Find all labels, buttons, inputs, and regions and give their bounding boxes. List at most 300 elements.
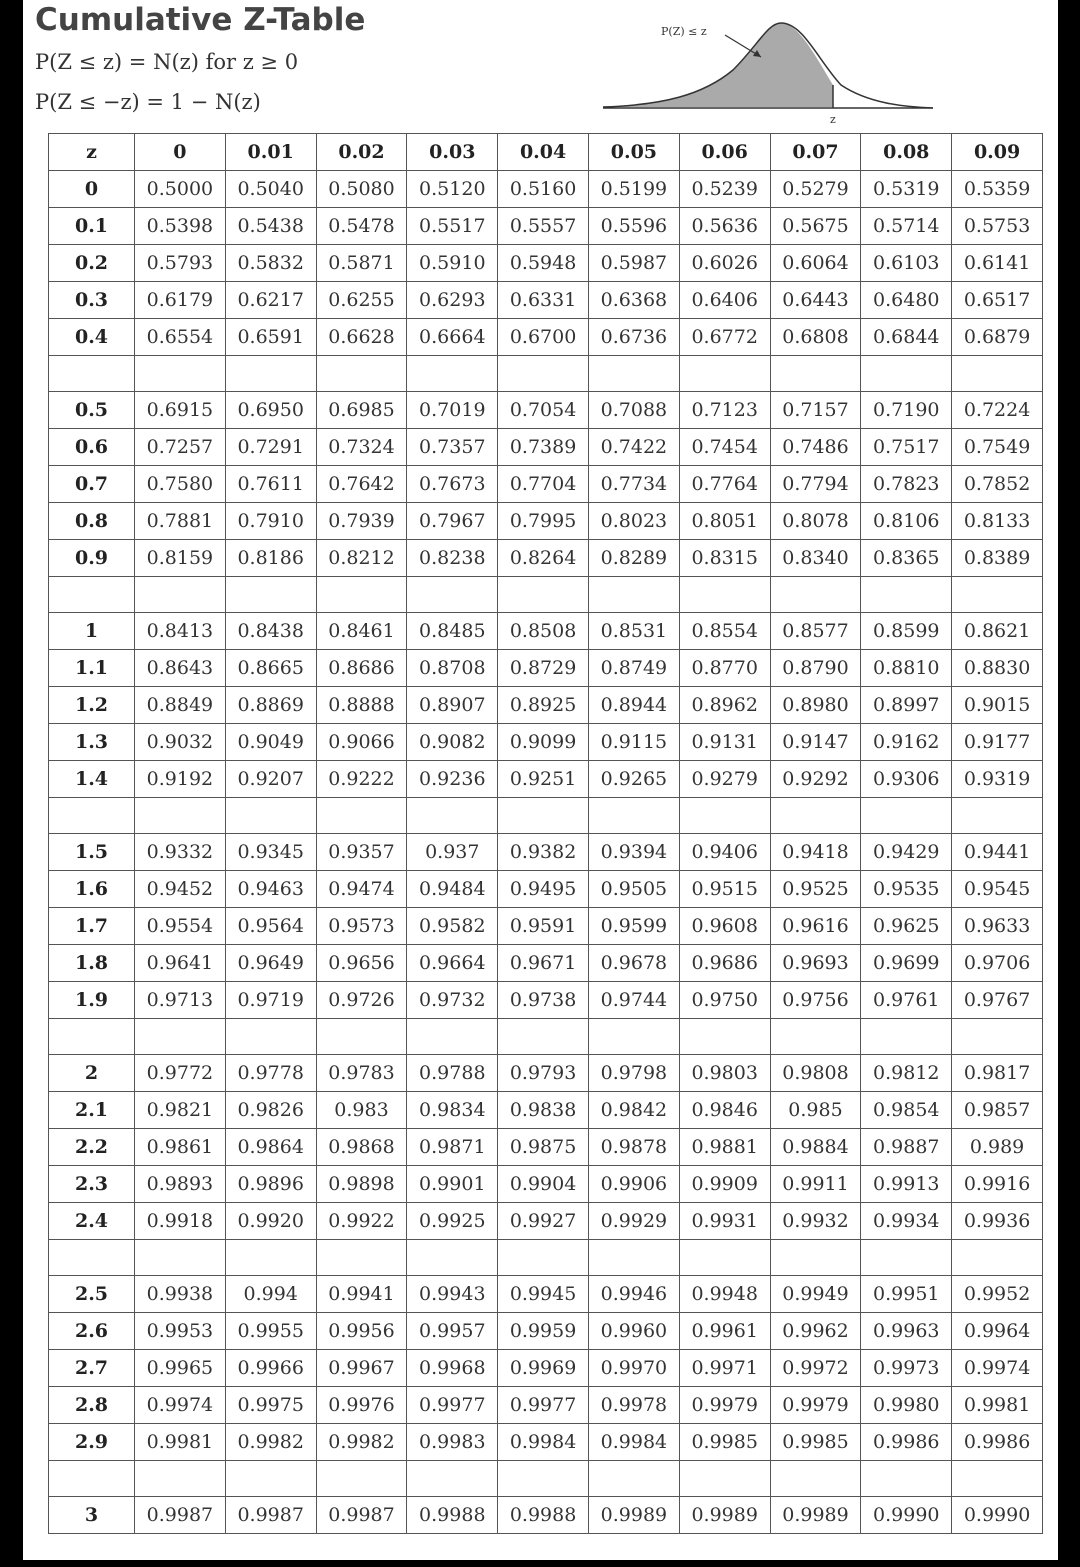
probability-cell: 0.8749 [588, 650, 679, 687]
probability-cell: 0.9115 [588, 724, 679, 761]
probability-cell: 0.7704 [498, 466, 589, 503]
spacer-row [49, 1461, 1043, 1497]
z-value-cell: 1.8 [49, 945, 135, 982]
probability-cell: 0.9744 [588, 982, 679, 1019]
page-title: Cumulative Z-Table [35, 2, 366, 38]
column-header-z: z [49, 134, 135, 171]
spacer-cell [49, 798, 135, 834]
probability-cell: 0.9909 [679, 1166, 770, 1203]
probability-cell: 0.9177 [952, 724, 1043, 761]
probability-cell: 0.9750 [679, 982, 770, 1019]
probability-cell: 0.9938 [135, 1276, 226, 1313]
spacer-cell [407, 798, 498, 834]
probability-cell: 0.8830 [952, 650, 1043, 687]
probability-cell: 0.7939 [316, 503, 407, 540]
probability-cell: 0.9953 [135, 1313, 226, 1350]
probability-cell: 0.7967 [407, 503, 498, 540]
probability-cell: 0.5040 [225, 171, 316, 208]
probability-cell: 0.9834 [407, 1092, 498, 1129]
z-value-cell: 2.8 [49, 1387, 135, 1424]
probability-cell: 0.9896 [225, 1166, 316, 1203]
spacer-cell [316, 356, 407, 392]
probability-cell: 0.9452 [135, 871, 226, 908]
probability-cell: 0.9664 [407, 945, 498, 982]
probability-cell: 0.8264 [498, 540, 589, 577]
spacer-cell [225, 1240, 316, 1276]
probability-cell: 0.9973 [861, 1350, 952, 1387]
z-value-cell: 1.1 [49, 650, 135, 687]
spacer-cell [225, 577, 316, 613]
probability-cell: 0.9987 [316, 1497, 407, 1534]
table-row [49, 208, 1043, 245]
probability-cell: 0.7764 [679, 466, 770, 503]
probability-cell: 0.5398 [135, 208, 226, 245]
spacer-cell [770, 577, 861, 613]
probability-cell: 0.9582 [407, 908, 498, 945]
spacer-cell [770, 1019, 861, 1055]
probability-cell: 0.9931 [679, 1203, 770, 1240]
probability-cell: 0.6664 [407, 319, 498, 356]
table-row [49, 650, 1043, 687]
probability-cell: 0.9803 [679, 1055, 770, 1092]
probability-cell: 0.9878 [588, 1129, 679, 1166]
probability-cell: 0.9984 [588, 1424, 679, 1461]
probability-cell: 0.9936 [952, 1203, 1043, 1240]
z-value-cell: 2.6 [49, 1313, 135, 1350]
probability-cell: 0.9826 [225, 1092, 316, 1129]
probability-cell: 0.9906 [588, 1166, 679, 1203]
probability-cell: 0.9591 [498, 908, 589, 945]
probability-cell: 0.7823 [861, 466, 952, 503]
probability-cell: 0.6736 [588, 319, 679, 356]
spacer-row [49, 1019, 1043, 1055]
probability-cell: 0.6808 [770, 319, 861, 356]
probability-cell: 0.9943 [407, 1276, 498, 1313]
column-header: 0.04 [498, 134, 589, 171]
spacer-cell [770, 1240, 861, 1276]
probability-cell: 0.9131 [679, 724, 770, 761]
probability-cell: 0.9671 [498, 945, 589, 982]
probability-cell: 0.9406 [679, 834, 770, 871]
probability-cell: 0.9951 [861, 1276, 952, 1313]
spacer-cell [135, 1019, 226, 1055]
probability-cell: 0.7852 [952, 466, 1043, 503]
probability-cell: 0.5359 [952, 171, 1043, 208]
table-row [49, 392, 1043, 429]
column-header: 0 [135, 134, 226, 171]
probability-cell: 0.8106 [861, 503, 952, 540]
probability-cell: 0.9868 [316, 1129, 407, 1166]
probability-cell: 0.6406 [679, 282, 770, 319]
probability-cell: 0.8907 [407, 687, 498, 724]
probability-cell: 0.8997 [861, 687, 952, 724]
z-value-cell: 0 [49, 171, 135, 208]
probability-cell: 0.9871 [407, 1129, 498, 1166]
z-value-cell: 0.9 [49, 540, 135, 577]
probability-cell: 0.7734 [588, 466, 679, 503]
table-row [49, 687, 1043, 724]
probability-cell: 0.5557 [498, 208, 589, 245]
probability-cell: 0.9985 [679, 1424, 770, 1461]
table-row [49, 1350, 1043, 1387]
table-row [49, 466, 1043, 503]
probability-cell: 0.9857 [952, 1092, 1043, 1129]
spacer-cell [952, 1461, 1043, 1497]
probability-cell: 0.7517 [861, 429, 952, 466]
spacer-cell [407, 1461, 498, 1497]
probability-cell: 0.9418 [770, 834, 861, 871]
probability-cell: 0.7910 [225, 503, 316, 540]
probability-cell: 0.8770 [679, 650, 770, 687]
spacer-cell [49, 1461, 135, 1497]
probability-cell: 0.7642 [316, 466, 407, 503]
probability-cell: 0.9535 [861, 871, 952, 908]
spacer-cell [861, 356, 952, 392]
probability-cell: 0.5636 [679, 208, 770, 245]
column-header: 0.08 [861, 134, 952, 171]
z-table [48, 133, 1043, 1534]
spacer-row [49, 798, 1043, 834]
spacer-cell [225, 1019, 316, 1055]
probability-cell: 0.5080 [316, 171, 407, 208]
probability-cell: 0.9981 [952, 1387, 1043, 1424]
spacer-cell [498, 1019, 589, 1055]
probability-cell: 0.9861 [135, 1129, 226, 1166]
table-row [49, 319, 1043, 356]
probability-cell: 0.9236 [407, 761, 498, 798]
probability-cell: 0.9925 [407, 1203, 498, 1240]
probability-cell: 0.5000 [135, 171, 226, 208]
probability-cell: 0.8869 [225, 687, 316, 724]
probability-cell: 0.7881 [135, 503, 226, 540]
probability-cell: 0.9649 [225, 945, 316, 982]
table-row [49, 245, 1043, 282]
probability-cell: 0.9713 [135, 982, 226, 1019]
probability-cell: 0.9990 [952, 1497, 1043, 1534]
probability-cell: 0.8925 [498, 687, 589, 724]
probability-cell: 0.8962 [679, 687, 770, 724]
probability-cell: 0.9162 [861, 724, 952, 761]
table-row [49, 871, 1043, 908]
probability-cell: 0.9099 [498, 724, 589, 761]
probability-cell: 0.8485 [407, 613, 498, 650]
spacer-cell [135, 1461, 226, 1497]
spacer-cell [861, 1019, 952, 1055]
probability-cell: 0.9978 [588, 1387, 679, 1424]
probability-cell: 0.994 [225, 1276, 316, 1313]
probability-cell: 0.9986 [861, 1424, 952, 1461]
probability-cell: 0.8023 [588, 503, 679, 540]
probability-cell: 0.9616 [770, 908, 861, 945]
probability-cell: 0.9887 [861, 1129, 952, 1166]
probability-cell: 0.8508 [498, 613, 589, 650]
probability-cell: 0.9982 [225, 1424, 316, 1461]
spacer-cell [135, 798, 226, 834]
probability-cell: 0.5279 [770, 171, 861, 208]
probability-cell: 0.9948 [679, 1276, 770, 1313]
spacer-cell [861, 1461, 952, 1497]
probability-cell: 0.9842 [588, 1092, 679, 1129]
z-value-cell: 2.1 [49, 1092, 135, 1129]
probability-cell: 0.9985 [770, 1424, 861, 1461]
probability-cell: 0.9961 [679, 1313, 770, 1350]
probability-cell: 0.9525 [770, 871, 861, 908]
spacer-cell [49, 577, 135, 613]
z-value-cell: 0.1 [49, 208, 135, 245]
spacer-cell [770, 356, 861, 392]
probability-cell: 0.8643 [135, 650, 226, 687]
probability-cell: 0.9265 [588, 761, 679, 798]
spacer-cell [225, 798, 316, 834]
table-row [49, 282, 1043, 319]
probability-cell: 0.6368 [588, 282, 679, 319]
probability-cell: 0.6591 [225, 319, 316, 356]
probability-cell: 0.7224 [952, 392, 1043, 429]
probability-cell: 0.9916 [952, 1166, 1043, 1203]
spacer-cell [952, 1019, 1043, 1055]
probability-cell: 0.9941 [316, 1276, 407, 1313]
probability-cell: 0.7357 [407, 429, 498, 466]
probability-cell: 0.9988 [407, 1497, 498, 1534]
probability-cell: 0.9968 [407, 1350, 498, 1387]
spacer-row [49, 356, 1043, 392]
probability-cell: 0.9719 [225, 982, 316, 1019]
probability-cell: 0.5987 [588, 245, 679, 282]
probability-cell: 0.9761 [861, 982, 952, 1019]
probability-cell: 0.9986 [952, 1424, 1043, 1461]
z-value-cell: 3 [49, 1497, 135, 1534]
z-value-cell: 2.9 [49, 1424, 135, 1461]
probability-cell: 0.9441 [952, 834, 1043, 871]
probability-cell: 0.9988 [498, 1497, 589, 1534]
probability-cell: 0.9976 [316, 1387, 407, 1424]
table-row [49, 540, 1043, 577]
probability-cell: 0.8438 [225, 613, 316, 650]
table-row [49, 1166, 1043, 1203]
probability-cell: 0.9222 [316, 761, 407, 798]
probability-cell: 0.6950 [225, 392, 316, 429]
probability-cell: 0.9798 [588, 1055, 679, 1092]
table-row [49, 834, 1043, 871]
spacer-cell [498, 798, 589, 834]
probability-cell: 0.6844 [861, 319, 952, 356]
probability-cell: 0.8621 [952, 613, 1043, 650]
probability-cell: 0.9463 [225, 871, 316, 908]
spacer-cell [588, 577, 679, 613]
probability-cell: 0.937 [407, 834, 498, 871]
probability-cell: 0.9959 [498, 1313, 589, 1350]
probability-cell: 0.9989 [770, 1497, 861, 1534]
probability-cell: 0.9864 [225, 1129, 316, 1166]
probability-cell: 0.6985 [316, 392, 407, 429]
curve-label: P(Z) ≤ z [661, 25, 707, 38]
probability-cell: 0.7794 [770, 466, 861, 503]
probability-cell: 0.9732 [407, 982, 498, 1019]
shaded-area [603, 23, 833, 107]
probability-cell: 0.5753 [952, 208, 1043, 245]
probability-cell: 0.6915 [135, 392, 226, 429]
probability-cell: 0.9980 [861, 1387, 952, 1424]
probability-cell: 0.9345 [225, 834, 316, 871]
probability-cell: 0.9484 [407, 871, 498, 908]
probability-cell: 0.9974 [135, 1387, 226, 1424]
z-value-cell: 0.3 [49, 282, 135, 319]
probability-cell: 0.8159 [135, 540, 226, 577]
probability-cell: 0.5714 [861, 208, 952, 245]
probability-cell: 0.9192 [135, 761, 226, 798]
probability-cell: 0.9949 [770, 1276, 861, 1313]
spacer-cell [407, 577, 498, 613]
probability-cell: 0.9545 [952, 871, 1043, 908]
probability-cell: 0.8888 [316, 687, 407, 724]
probability-cell: 0.9904 [498, 1166, 589, 1203]
probability-cell: 0.9911 [770, 1166, 861, 1203]
probability-cell: 0.9977 [498, 1387, 589, 1424]
probability-cell: 0.9251 [498, 761, 589, 798]
probability-cell: 0.9975 [225, 1387, 316, 1424]
probability-cell: 0.6141 [952, 245, 1043, 282]
z-axis-label: z [830, 113, 836, 126]
spacer-cell [225, 1461, 316, 1497]
probability-cell: 0.7324 [316, 429, 407, 466]
probability-cell: 0.8531 [588, 613, 679, 650]
probability-cell: 0.9699 [861, 945, 952, 982]
probability-cell: 0.6517 [952, 282, 1043, 319]
probability-cell: 0.8078 [770, 503, 861, 540]
probability-cell: 0.9756 [770, 982, 861, 1019]
probability-cell: 0.9357 [316, 834, 407, 871]
probability-cell: 0.9854 [861, 1092, 952, 1129]
table-row [49, 1497, 1043, 1534]
spacer-cell [225, 356, 316, 392]
spacer-row [49, 577, 1043, 613]
probability-cell: 0.8340 [770, 540, 861, 577]
probability-cell: 0.9955 [225, 1313, 316, 1350]
probability-cell: 0.9474 [316, 871, 407, 908]
probability-cell: 0.5160 [498, 171, 589, 208]
probability-cell: 0.5478 [316, 208, 407, 245]
probability-cell: 0.9049 [225, 724, 316, 761]
probability-cell: 0.9972 [770, 1350, 861, 1387]
probability-cell: 0.9964 [952, 1313, 1043, 1350]
probability-cell: 0.5871 [316, 245, 407, 282]
column-header: 0.09 [952, 134, 1043, 171]
spacer-cell [952, 798, 1043, 834]
probability-cell: 0.8554 [679, 613, 770, 650]
probability-cell: 0.5596 [588, 208, 679, 245]
probability-cell: 0.8810 [861, 650, 952, 687]
probability-cell: 0.9838 [498, 1092, 589, 1129]
spacer-cell [498, 577, 589, 613]
z-value-cell: 1.5 [49, 834, 135, 871]
probability-cell: 0.9573 [316, 908, 407, 945]
z-value-cell: 2 [49, 1055, 135, 1092]
probability-cell: 0.9979 [770, 1387, 861, 1424]
probability-cell: 0.9945 [498, 1276, 589, 1313]
probability-cell: 0.9292 [770, 761, 861, 798]
probability-cell: 0.9554 [135, 908, 226, 945]
probability-cell: 0.9932 [770, 1203, 861, 1240]
column-header: 0.07 [770, 134, 861, 171]
probability-cell: 0.9983 [407, 1424, 498, 1461]
probability-cell: 0.6700 [498, 319, 589, 356]
probability-cell: 0.9495 [498, 871, 589, 908]
probability-cell: 0.8461 [316, 613, 407, 650]
probability-cell: 0.5199 [588, 171, 679, 208]
spacer-cell [316, 798, 407, 834]
probability-cell: 0.9987 [135, 1497, 226, 1534]
probability-cell: 0.8599 [861, 613, 952, 650]
spacer-cell [679, 356, 770, 392]
probability-cell: 0.9793 [498, 1055, 589, 1092]
probability-cell: 0.7995 [498, 503, 589, 540]
table-row [49, 429, 1043, 466]
probability-cell: 0.9920 [225, 1203, 316, 1240]
column-header: 0.01 [225, 134, 316, 171]
probability-cell: 0.9984 [498, 1424, 589, 1461]
probability-cell: 0.9812 [861, 1055, 952, 1092]
probability-cell: 0.9693 [770, 945, 861, 982]
probability-cell: 0.9982 [316, 1424, 407, 1461]
probability-cell: 0.9382 [498, 834, 589, 871]
probability-cell: 0.5675 [770, 208, 861, 245]
z-value-cell: 2.3 [49, 1166, 135, 1203]
probability-cell: 0.7486 [770, 429, 861, 466]
probability-cell: 0.9817 [952, 1055, 1043, 1092]
probability-cell: 0.9767 [952, 982, 1043, 1019]
probability-cell: 0.9979 [679, 1387, 770, 1424]
z-value-cell: 0.4 [49, 319, 135, 356]
table-row [49, 171, 1043, 208]
probability-cell: 0.9946 [588, 1276, 679, 1313]
probability-cell: 0.6772 [679, 319, 770, 356]
probability-cell: 0.9429 [861, 834, 952, 871]
column-header: 0.06 [679, 134, 770, 171]
spacer-cell [407, 356, 498, 392]
spacer-cell [135, 1240, 226, 1276]
table-row [49, 1055, 1043, 1092]
z-value-cell: 2.4 [49, 1203, 135, 1240]
probability-cell: 0.6480 [861, 282, 952, 319]
probability-cell: 0.9066 [316, 724, 407, 761]
spacer-cell [316, 577, 407, 613]
probability-cell: 0.9881 [679, 1129, 770, 1166]
probability-cell: 0.6217 [225, 282, 316, 319]
probability-cell: 0.9898 [316, 1166, 407, 1203]
z-value-cell: 1.4 [49, 761, 135, 798]
normal-curve-figure [583, 15, 943, 130]
probability-cell: 0.6255 [316, 282, 407, 319]
probability-cell: 0.9564 [225, 908, 316, 945]
probability-cell: 0.9893 [135, 1166, 226, 1203]
probability-cell: 0.9962 [770, 1313, 861, 1350]
probability-cell: 0.7549 [952, 429, 1043, 466]
probability-cell: 0.9913 [861, 1166, 952, 1203]
probability-cell: 0.9783 [316, 1055, 407, 1092]
probability-cell: 0.9989 [679, 1497, 770, 1534]
z-value-cell: 1.9 [49, 982, 135, 1019]
table-row [49, 908, 1043, 945]
probability-cell: 0.9147 [770, 724, 861, 761]
probability-cell: 0.985 [770, 1092, 861, 1129]
column-header: 0.03 [407, 134, 498, 171]
probability-cell: 0.9788 [407, 1055, 498, 1092]
probability-cell: 0.8577 [770, 613, 861, 650]
probability-cell: 0.9738 [498, 982, 589, 1019]
z-value-cell: 0.8 [49, 503, 135, 540]
probability-cell: 0.9963 [861, 1313, 952, 1350]
spacer-cell [588, 1240, 679, 1276]
